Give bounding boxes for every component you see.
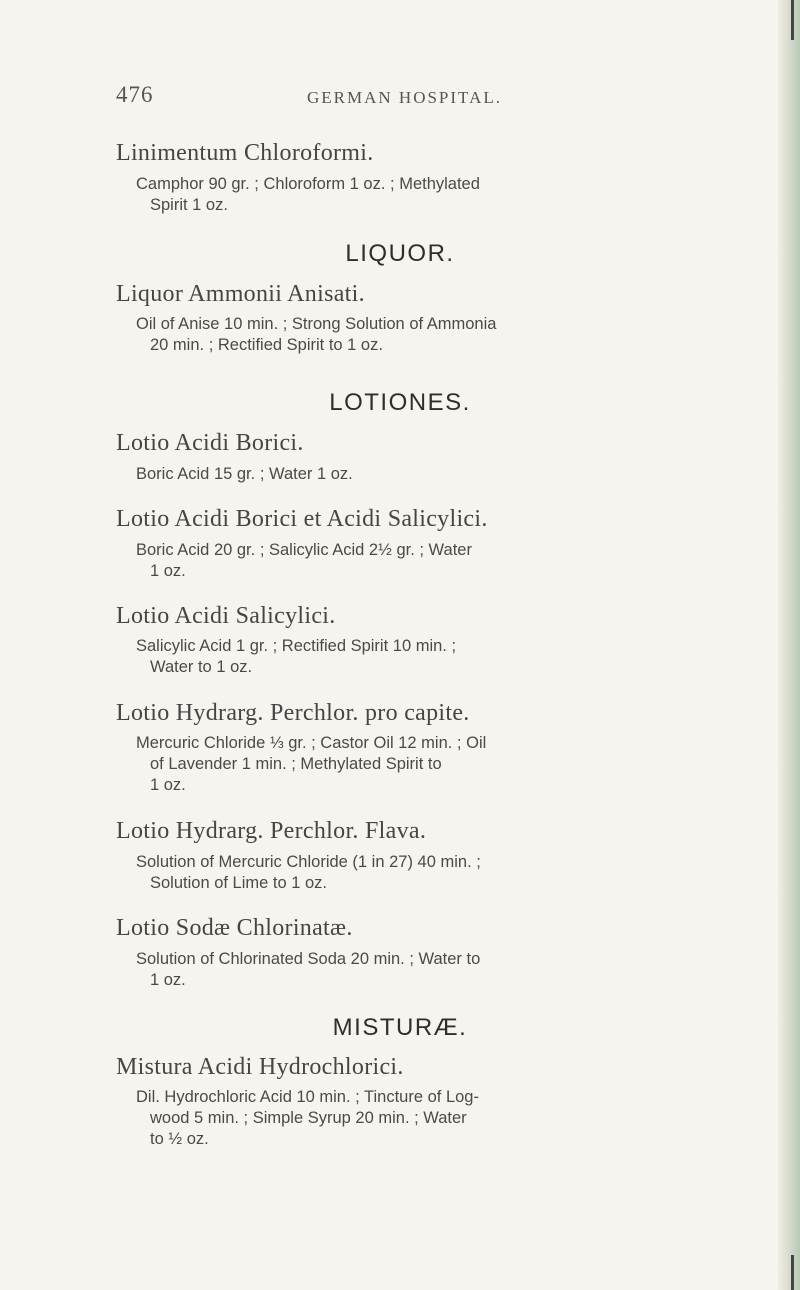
entry-title: Lotio Acidi Borici et Acidi Salicylici. [116, 506, 488, 532]
entry-line: Solution of Mercuric Chloride (1 in 27) 40 min. ; [136, 853, 481, 871]
edge-mark [791, 1255, 794, 1290]
entry-body [136, 636, 706, 678]
entry-line: Solution of Chlorinated Soda 20 min. ; Water to [136, 950, 481, 968]
entry-line: wood 5 min. ; Simple Syrup 20 min. ; Water [150, 1109, 467, 1127]
entry-title: Linimentum Chloroformi. [116, 140, 374, 166]
entry-line: Boric Acid 15 gr. ; Water 1 oz. [136, 465, 353, 483]
page-number: 476 [116, 82, 154, 107]
entry-body [136, 733, 706, 796]
entry-line: Water to 1 oz. [150, 658, 253, 676]
entry-body [136, 464, 706, 485]
entry-line: 1 oz. [150, 562, 186, 580]
entry-body [136, 949, 706, 991]
page-edge [778, 0, 800, 1290]
entry-body [136, 852, 706, 894]
edge-mark [791, 0, 794, 40]
section-heading-lotiones: LOTIONES. [329, 389, 471, 416]
entry-title: Lotio Hydrarg. Perchlor. pro capite. [116, 700, 470, 726]
entry-line: 1 oz. [150, 776, 186, 794]
section-heading-liquor: LIQUOR. [345, 240, 455, 267]
entry-body [136, 540, 706, 582]
entry-line: Mercuric Chloride ⅓ gr. ; Castor Oil 12 min. ; Oil [136, 734, 487, 752]
entry-body [136, 1087, 706, 1150]
entry-line: Salicylic Acid 1 gr. ; Rectified Spirit 10 min. ; [136, 637, 457, 655]
entry-title: Lotio Sodæ Chlorinatæ. [116, 915, 353, 941]
entry-line: Dil. Hydrochloric Acid 10 min. ; Tincture of Log- [136, 1088, 479, 1106]
entry-title: Mistura Acidi Hydrochlorici. [116, 1054, 404, 1080]
entry-body [136, 174, 706, 216]
entry-line: 1 oz. [150, 971, 186, 989]
entry-line: to ½ oz. [150, 1130, 209, 1148]
entry-line: of Lavender 1 min. ; Methylated Spirit to [150, 755, 442, 773]
section-heading-misturae: MISTURÆ. [332, 1014, 468, 1041]
entry-body [136, 314, 706, 356]
entry-title: Lotio Acidi Borici. [116, 430, 304, 456]
entry-line: Spirit 1 oz. [150, 196, 228, 214]
entry-line: Solution of Lime to 1 oz. [150, 874, 328, 892]
entry-title: Liquor Ammonii Anisati. [116, 281, 365, 307]
entry-title: Lotio Hydrarg. Perchlor. Flava. [116, 818, 427, 844]
running-head: GERMAN HOSPITAL. [307, 88, 502, 107]
entry-line: Oil of Anise 10 min. ; Strong Solution of Ammonia [136, 315, 497, 333]
entry-line: 20 min. ; Rectified Spirit to 1 oz. [150, 336, 383, 354]
entry-line: Camphor 90 gr. ; Chloroform 1 oz. ; Methylated [136, 175, 480, 193]
entry-title: Lotio Acidi Salicylici. [116, 603, 336, 629]
entry-line: Boric Acid 20 gr. ; Salicylic Acid 2½ gr. ; Water [136, 541, 472, 559]
